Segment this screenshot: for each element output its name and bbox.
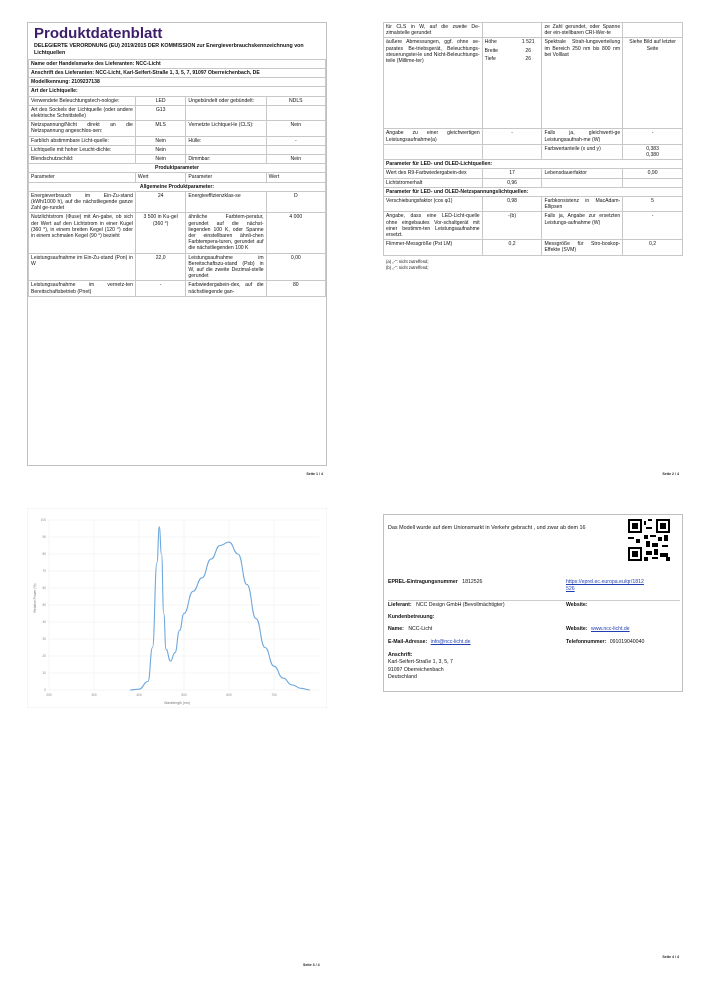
parameter-cell: Angabe, dass eine LED-Licht-quelle ohne eingebautes Vor-schaltgerät mit einer bestimm-ten Leistungsaufnahme ersetzt. bbox=[384, 212, 483, 240]
parameter-cell: Ungebündelt oder gebündelt: bbox=[186, 96, 266, 105]
y-tick-label: 50 bbox=[42, 603, 46, 608]
value-cell: 4 000 bbox=[266, 213, 325, 253]
value-cell: Nein bbox=[135, 136, 185, 145]
value-cell: 0,00 bbox=[266, 253, 325, 281]
parameter-cell bbox=[542, 178, 623, 187]
eu-market-text: Das Modell wurde auf dem Unionsmarkt in Verkehr gebracht , und zwar ab dem 16 bbox=[388, 525, 586, 531]
dimension-row bbox=[483, 38, 542, 46]
y-tick-label: 10 bbox=[42, 671, 46, 676]
parameter-cell: ähnliche Farbtem-peratur, gerundet auf die nächst-liegenden 100 K, oder Spanne der einstellbaren ähnli-chen Farbtempera-turen, gerundet auf die nächstliegenden 100 K bbox=[186, 213, 266, 253]
general-params-header: Allgemeine Produktparameter: bbox=[29, 182, 326, 191]
table-row bbox=[384, 240, 683, 255]
value-cell: 22,0 bbox=[135, 253, 185, 281]
table-row bbox=[29, 154, 326, 163]
value-cell: 24 bbox=[135, 191, 185, 213]
type-header: Art der Lichtquelle: bbox=[29, 87, 326, 96]
page-number: Seite 3 / 4 bbox=[303, 963, 320, 967]
value-cell: 0,98 bbox=[482, 197, 542, 212]
dimension-value: 26 bbox=[525, 55, 532, 62]
parameter-cell: Verwendete Beleuchtungstech-nologie: bbox=[29, 96, 136, 105]
table-row bbox=[384, 129, 683, 144]
table-row bbox=[29, 105, 326, 120]
value-cell: MLS bbox=[135, 121, 185, 136]
value-cell: 80 bbox=[266, 281, 325, 296]
value-cell: D bbox=[266, 191, 325, 213]
value-cell bbox=[482, 144, 542, 159]
value-cell: - bbox=[623, 129, 683, 144]
table-row bbox=[384, 178, 683, 187]
y-tick-label: 0 bbox=[44, 688, 46, 693]
value-cell: 3 500 in Ku-gel (360 °) bbox=[135, 213, 185, 253]
led-params-header: Parameter für LED- und OLED-Lichtquellen: bbox=[384, 160, 683, 169]
model-row: Modellkennung: 2109237138 bbox=[29, 78, 326, 87]
value-cell: 0,2 bbox=[623, 240, 683, 255]
dimension-label: Tiefe bbox=[484, 55, 496, 62]
table-row bbox=[384, 23, 683, 38]
page-number: Seite 1 / 4 bbox=[306, 472, 323, 476]
datasheet-table-2 bbox=[383, 22, 683, 256]
website-link[interactable]: www.ncc-licht.de bbox=[590, 626, 630, 632]
table-row bbox=[384, 169, 683, 178]
value-cell: Nein bbox=[135, 145, 185, 154]
value-cell: NDLS bbox=[266, 96, 325, 105]
divider bbox=[388, 600, 680, 601]
footnote-b: (b) „-“: nicht zutreffend; bbox=[386, 265, 429, 271]
address-line-1: Karl-Seifert-Straße 1, 3, 5, 7 bbox=[388, 659, 453, 666]
value-cell bbox=[266, 105, 325, 120]
parameter-cell: Lichtquelle mit hoher Leucht-dichte: bbox=[29, 145, 136, 154]
table-row bbox=[29, 136, 326, 145]
dimension-label: Breite bbox=[484, 47, 498, 54]
qr-code-icon bbox=[628, 519, 670, 561]
dimensions-table bbox=[483, 38, 542, 63]
contact-name-row bbox=[388, 626, 432, 632]
parameter-cell bbox=[186, 105, 266, 120]
y-tick-label: 100 bbox=[40, 518, 46, 523]
value-cell: 17 bbox=[482, 169, 542, 178]
parameter-cell: Blendschutzschild: bbox=[29, 154, 136, 163]
y-tick-label: 70 bbox=[42, 569, 46, 574]
spectral-distribution-chart bbox=[27, 508, 327, 708]
dimension-value: 26 bbox=[525, 47, 532, 54]
x-axis-label: Wavelength (nm) bbox=[164, 701, 190, 705]
table-row bbox=[29, 281, 326, 296]
value-cell bbox=[623, 23, 683, 38]
product-params-header: Produktparameter bbox=[29, 164, 326, 173]
parameter-cell: Lichtstromerhalt bbox=[384, 178, 483, 187]
eprel-row bbox=[388, 579, 482, 585]
address-row: Anschrift des Lieferanten: NCC-Licht, Karl-Seifert-Straße 1, 3, 5, 7, 91097 Oberreichenbach, DE bbox=[29, 68, 326, 77]
parameter-cell: Messgröße für Stro-boskop-Effekte (SVM) bbox=[542, 240, 623, 255]
parameter-cell: Verschiebungsfaktor (cos φ1) bbox=[384, 197, 483, 212]
email-link[interactable]: info@ncc-licht.de bbox=[430, 639, 471, 645]
parameter-cell: ze Zahl gerundet, oder Spanne der ein-stellbaren CRI-Wer-te bbox=[542, 23, 623, 38]
eprel-label: EPREL-Eintragungsnummer bbox=[388, 579, 458, 585]
phone-label: Telefonnummer: bbox=[566, 639, 607, 645]
parameter-cell: Art des Sockels der Lichtquelle (oder andere elektrische Schnittstelle) bbox=[29, 105, 136, 120]
x-tick-label: 600 bbox=[226, 693, 232, 697]
spectral-value: Siehe Bild auf letzter Seite bbox=[623, 38, 683, 129]
table-row bbox=[29, 213, 326, 253]
table-row bbox=[384, 197, 683, 212]
x-tick-label: 200 bbox=[46, 693, 52, 697]
email-label: E-Mail-Adresse: bbox=[388, 639, 428, 645]
eprel-link[interactable]: https://eprel.ec.europa.eu/qr/1812526 bbox=[566, 579, 644, 593]
value-cell bbox=[266, 145, 325, 154]
page-4 bbox=[383, 508, 683, 968]
table-row bbox=[384, 212, 683, 240]
table-row bbox=[29, 96, 326, 105]
datasheet-title: Produktdatenblatt bbox=[34, 25, 163, 42]
parameter-cell: Hülle: bbox=[186, 136, 266, 145]
y-tick-label: 40 bbox=[42, 620, 46, 625]
dimension-value: 1 521 bbox=[521, 39, 535, 46]
parameter-cell: Falls ja, Angabe zur ersetzten Leistungs-aufnahme (W) bbox=[542, 212, 623, 240]
parameter-cell: Energieverbrauch im Ein-Zu-stand (kWh/1000 h), auf die nächstliegende ganze Zahl ge-rundet bbox=[29, 191, 136, 213]
page-1-frame bbox=[27, 22, 327, 466]
parameter-cell: Leistungsaufnahme im Bereitschaftszu-stand (Psb) in W, auf die zweite Dezimal-stelle gerundet bbox=[186, 253, 266, 281]
value-cell: 5 bbox=[623, 197, 683, 212]
value-cell: - bbox=[623, 212, 683, 240]
name-value: NCC-Licht bbox=[408, 626, 433, 632]
y-tick-label: 20 bbox=[42, 654, 46, 659]
parameter-cell: Farbkonsistenz in MacAdam-Ellipsen bbox=[542, 197, 623, 212]
x-tick-label: 300 bbox=[91, 693, 97, 697]
value-cell: 0,90 bbox=[623, 169, 683, 178]
parameter-cell: Lebensdauerfaktor bbox=[542, 169, 623, 178]
y-tick-label: 30 bbox=[42, 637, 46, 642]
col-header-parameter: Parameter bbox=[29, 173, 136, 182]
table-row bbox=[384, 144, 683, 159]
support-label: Kundenbetreuung: bbox=[388, 614, 435, 620]
dimension-row bbox=[483, 47, 542, 55]
value-cell: -(b) bbox=[482, 212, 542, 240]
website-label: Website: bbox=[566, 626, 588, 632]
address-line-3: Deutschland bbox=[388, 673, 417, 680]
table-row bbox=[29, 121, 326, 136]
address-label: Anschrift: bbox=[388, 652, 413, 658]
x-tick-label: 500 bbox=[181, 693, 187, 697]
supplier-label: Lieferant: bbox=[388, 602, 412, 608]
parameter-cell: Farbwertanteile (x und y) bbox=[542, 144, 623, 159]
value-cell: Nein bbox=[266, 121, 325, 136]
dimension-label: Höhe bbox=[484, 39, 497, 46]
x-tick-label: 400 bbox=[136, 693, 142, 697]
dimensions-cell bbox=[482, 38, 542, 129]
value-cell: 0,96 bbox=[482, 178, 542, 187]
value-cell: - bbox=[266, 136, 325, 145]
supplier-row bbox=[388, 602, 505, 608]
website-label: Website: bbox=[566, 602, 588, 608]
col-header-value: Wert bbox=[266, 173, 325, 182]
y-tick-label: 90 bbox=[42, 535, 46, 540]
value-cell: LED bbox=[135, 96, 185, 105]
parameter-cell: Dimmbar: bbox=[186, 154, 266, 163]
table-row bbox=[29, 191, 326, 213]
regulation-subtitle: DELEGIERTE VERORDNUNG (EU) 2019/2015 DER KOMMISSION zur Energieverbrauchskennzeichnung von Lichtquellen bbox=[34, 43, 304, 56]
phone-row bbox=[566, 639, 644, 645]
table-row bbox=[29, 145, 326, 154]
y-axis-label: Relative Power (%) bbox=[33, 583, 37, 613]
address-line-2: 91097 Oberreichenbach bbox=[388, 666, 444, 673]
address-block bbox=[388, 652, 453, 681]
spectral-label: Spektrale Strah-lungsverteilung im Bereich 250 nm bis 800 nm bei Volllast bbox=[542, 38, 623, 129]
website-row bbox=[566, 626, 630, 632]
phone-value: 091019040040 bbox=[609, 639, 645, 645]
page-4-frame bbox=[383, 514, 683, 692]
page-number: Seite 2 / 4 bbox=[662, 472, 679, 476]
parameter-cell: Falls ja, gleichwerti-ge Leistungsaufnah-me (W) bbox=[542, 129, 623, 144]
parameter-cell: Angabe zu einer gleichwertigen Leistungsaufnahme(a) bbox=[384, 129, 483, 144]
col-header-parameter: Parameter bbox=[186, 173, 266, 182]
eprel-number: 1812526 bbox=[462, 579, 483, 585]
parameter-cell: für CLS in W, auf die zweite De-zimalstelle gerundet bbox=[384, 23, 483, 38]
parameter-cell bbox=[186, 145, 266, 154]
parameter-cell: Nutzlichtstrom (Φuse) mit An-gabe, ob sich der Wert auf den Lichtstrom in einer Kugel (360 °), in einem breiten Kegel (120 °) oder in einem schmalen Kegel (90 °) bezieht bbox=[29, 213, 136, 253]
dimensions-label: äußere Abmessungen, ggf. ohne se-parates Be-triebsgerät, Beleuchtungs-steuerungstei-le und Nicht-Beleuchtungs-teile (Millime-ter) bbox=[384, 38, 483, 129]
table-row bbox=[29, 253, 326, 281]
page-3 bbox=[27, 508, 327, 968]
value-cell bbox=[482, 23, 542, 38]
page-1 bbox=[27, 22, 327, 482]
name-label: Name: bbox=[388, 626, 404, 632]
net-params-header: Parameter für LED- und OLED-Netzspannungslichtquellen: bbox=[384, 187, 683, 196]
value-cell: G13 bbox=[135, 105, 185, 120]
email-row bbox=[388, 639, 471, 645]
brand-row: Name oder Handelsmarke des Lieferanten: NCC-Licht bbox=[29, 59, 326, 68]
parameter-cell: Wert des R9-Farbwiedergabein-dex bbox=[384, 169, 483, 178]
value-cell: 0,2 bbox=[482, 240, 542, 255]
parameter-cell: Leistungsaufnahme im Ein-Zu-stand (Pon) in W bbox=[29, 253, 136, 281]
y-tick-label: 60 bbox=[42, 586, 46, 591]
page-number: Seite 4 / 4 bbox=[662, 955, 679, 959]
parameter-cell: Farbwiedergabein-dex, auf die nächstliegende gan- bbox=[186, 281, 266, 296]
parameter-cell: Netzspannung/Nicht direkt an die Netzspannung angeschlos-sen: bbox=[29, 121, 136, 136]
page-2 bbox=[383, 22, 683, 482]
parameter-cell: Energieeffizienzklas-se bbox=[186, 191, 266, 213]
value-cell: Nein bbox=[266, 154, 325, 163]
value-cell bbox=[623, 178, 683, 187]
col-header-value: Wert bbox=[135, 173, 185, 182]
value-cell: - bbox=[482, 129, 542, 144]
parameter-cell: Flimmer-Messgröße (Pst LM) bbox=[384, 240, 483, 255]
value-cell: 0,383 0,380 bbox=[623, 144, 683, 159]
dimension-row bbox=[483, 55, 542, 63]
footnote-a: (a) „-“: nicht zutreffend; bbox=[386, 258, 429, 264]
parameter-cell: Farblich abstimmbare Licht-quelle: bbox=[29, 136, 136, 145]
datasheet-table-1 bbox=[28, 59, 326, 297]
supplier-value: NCC Design GmbH (Bevollmächtigter) bbox=[416, 602, 505, 608]
parameter-cell: Leistungsaufnahme im vernetz-ten Bereitschaftsbetrieb (Pnet) bbox=[29, 281, 136, 296]
y-tick-label: 80 bbox=[42, 552, 46, 557]
value-cell: - bbox=[135, 281, 185, 296]
parameter-cell: Vernetzte Lichtquel-le (CLS): bbox=[186, 121, 266, 136]
parameter-cell bbox=[384, 144, 483, 159]
value-cell: Nein bbox=[135, 154, 185, 163]
x-tick-label: 700 bbox=[271, 693, 277, 697]
